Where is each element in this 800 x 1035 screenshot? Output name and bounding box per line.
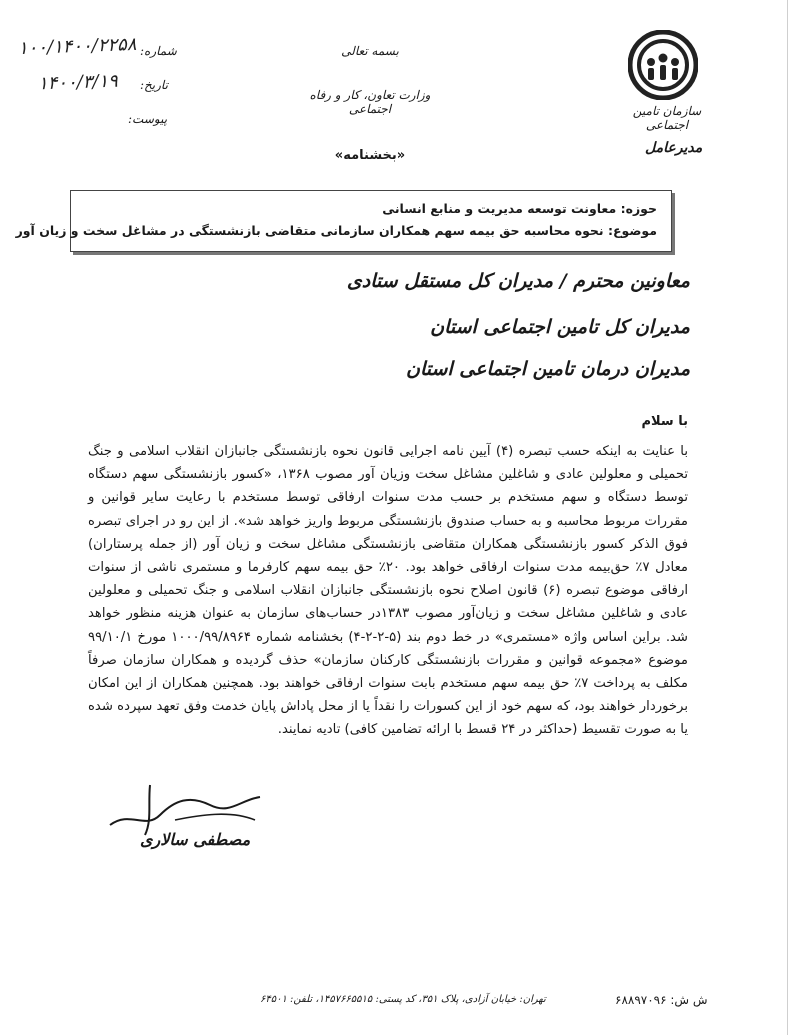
- footer-address: تهران: خیابان آزادی، پلاک ۳۵۱، کد پستی: ۱۴۵۷۶۶۵۵۱۵، تلفن: ۶۴۵۰۱: [260, 994, 546, 1005]
- ministry-name: وزارت تعاون، کار و رفاه اجتماعی: [309, 88, 431, 116]
- page-edge-divider: [787, 0, 788, 1035]
- number-value: ۱۰۰/۱۴۰۰/۲۲۵۸: [17, 33, 137, 60]
- social-security-organization-logo-icon: [628, 30, 698, 100]
- date-value: ۱۴۰۰/۳/۱۹: [37, 70, 119, 95]
- recipient-line-1: معاونین محترم / مدیران کل مستقل ستادی: [346, 270, 690, 292]
- handwritten-signature: [90, 775, 290, 865]
- date-label: تاریخ:: [140, 78, 168, 92]
- number-label: شماره:: [140, 44, 177, 58]
- basmala-heading: بسمه تعالی: [341, 44, 399, 58]
- body-paragraph: با عنایت به اینکه حسب تبصره (۴) آیین نامه اجرایی قانون نحوه بازنشستگی جانبازان انقلاب اسلامی و جنگ تحمیلی و معلولین عادی و شاغلین مشاغل سخت وزیان آور مصوب ۱۳۶۸، «کسور بازنشستگی سهم دستگاه توسط دستگاه و سهم مستخدم بر حسب مدت سنوات ارفاقی توسط مستخدم با رعایت سایر قوانین و مقررات مربوط محاسبه و به حساب صندوق بازنشستگی مربوط واریز خواهد شد». از این رو در اجرای تبصره فوق الذکر کسور بازنشستگی همکاران متقاضی بازنشستگی مشاغل سخت و زیان آور (از جمله پرستاران) معادل ۷٪ حق‌بیمه مدت سنوات ارفاقی خواهد بود. ۲۰٪ حق بیمه سهم کارفرما و مستمری ناشی از سنوات ارفاقی موضوع تبصره (۶) قانون اصلاح نحوه بازنشستگی جانبازان انقلاب اسلامی و جنگ تحمیلی و معلولین عادی و شاغلین مشاغل سخت و زیان‌آور مصوب ۱۳۸۳در حساب‌های سازمان به عنوان هزینه منظور خواهد شد. براین اساس واژه «مستمری» در خط دوم بند (۵-۲-۲-۴) بخشنامه شماره ۱۰۰۰/۹۹/۸۹۶۴ مورخ ۹۹/۱۰/۱ موضوع «مجموعه قوانین و مقررات بازنشستگی کارکنان سازمان» حذف گردیده و همکاران سازمان صرفاً مکلف به پرداخت ۷٪ حق بیمه سهم مستخدم بابت سنوات ارفاقی خواهند بود. همچنین همکاران از این امکان برخوردار خواهند بود، که سهم خود از این کسورات را نقداً یا از محل پاداش پایان خدمت وفق تعهد سپرده شده یا به صورت تقسیط (حداکثر در ۲۴ قسط با ارائه تضامین کافی) تادیه نمایند.: [88, 444, 688, 738]
- footer-tracking-number: ش ش: ۶۸۸۹۷۰۹۶: [615, 993, 708, 1007]
- signer-name: مصطفی سالاری: [140, 830, 251, 849]
- signatory-mark: مدیرعامل: [645, 140, 703, 156]
- organization-name: سازمان تامین اجتماعی: [632, 104, 702, 132]
- subject-domain: حوزه: معاونت توسعه مدیریت و منابع انسانی: [382, 201, 657, 216]
- subject-box: [15, 190, 672, 252]
- salutation: با سلام: [641, 414, 688, 429]
- subject-topic: موضوع: نحوه محاسبه حق بیمه سهم همکاران سازمانی متقاضی بازنشستگی در مشاغل سخت و زیان آور: [15, 223, 657, 238]
- recipient-line-2: مدیران کل تامین اجتماعی استان: [430, 316, 690, 338]
- attachment-label: پیوست:: [128, 112, 168, 126]
- recipient-line-3: مدیران درمان تامین اجتماعی استان: [406, 358, 690, 380]
- document-type: «بخشنامه»: [334, 148, 406, 163]
